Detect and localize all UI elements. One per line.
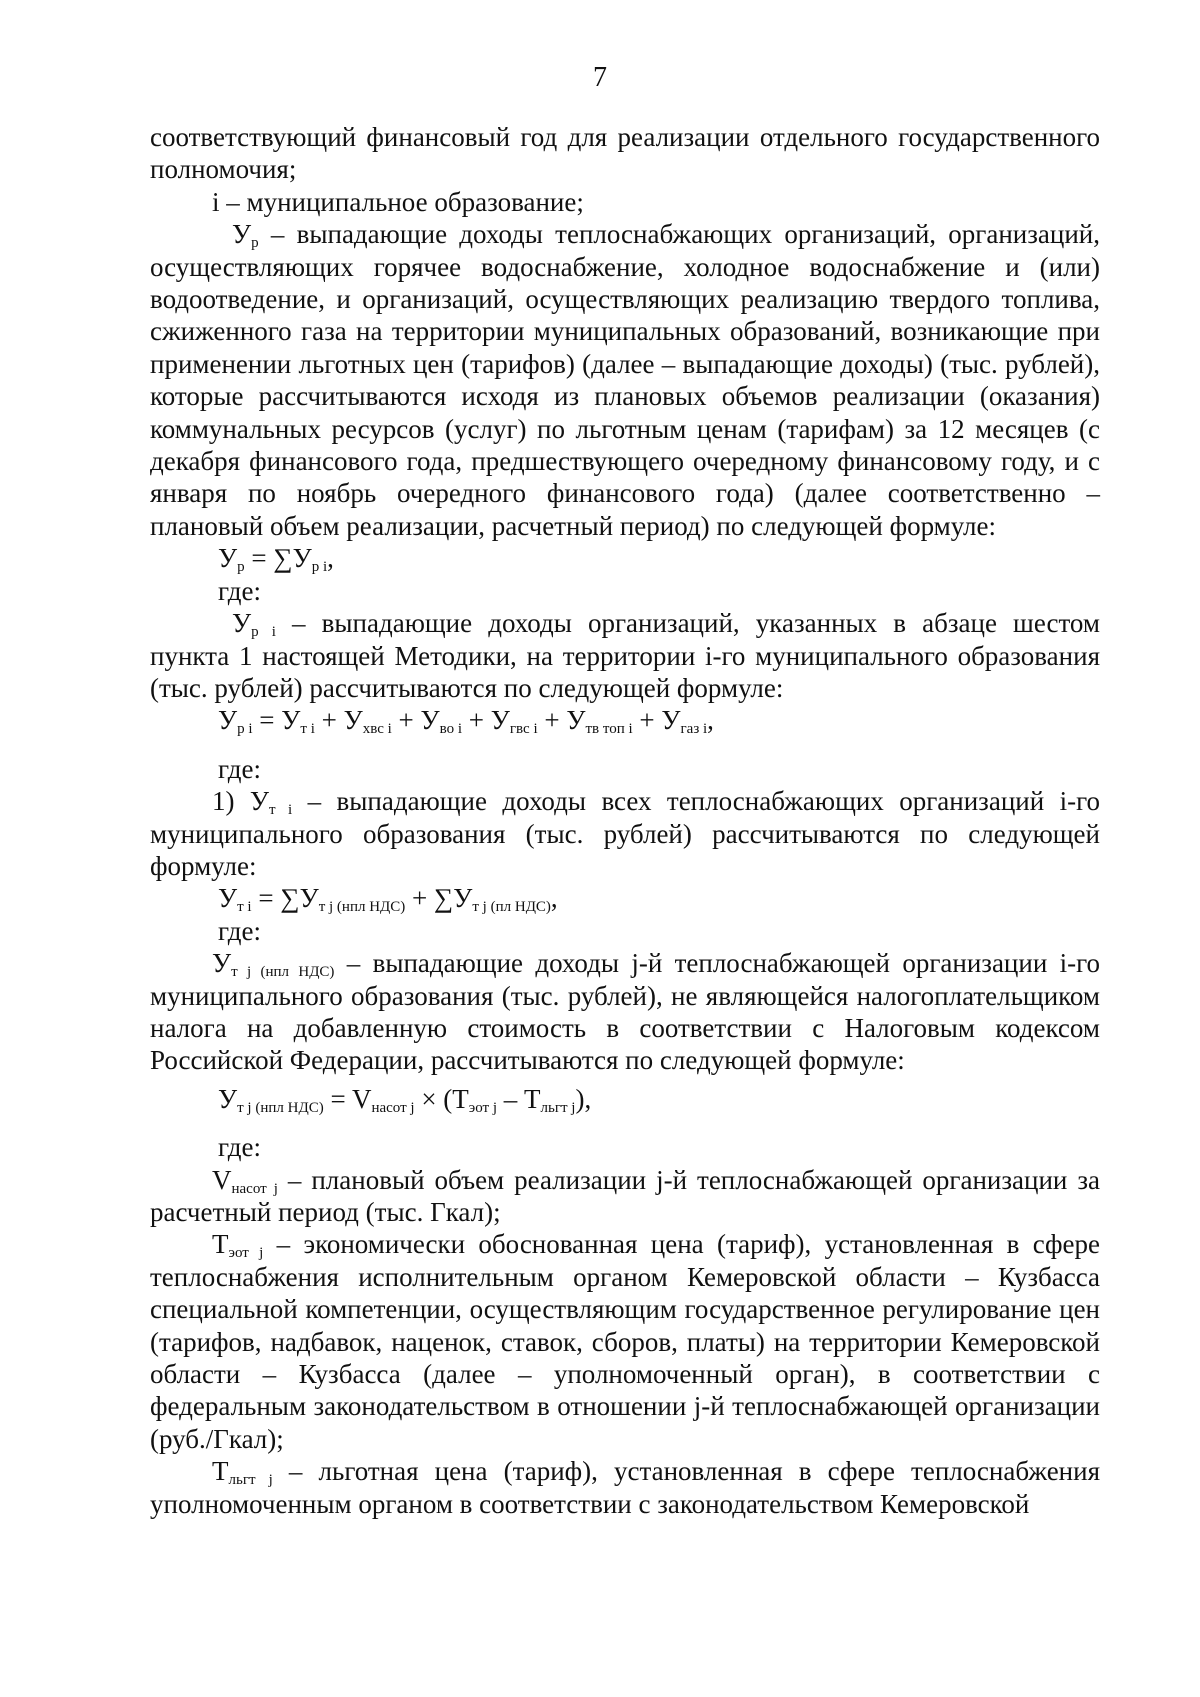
formula-part: У bbox=[218, 883, 238, 914]
paragraph-tlgt-definition bbox=[150, 1455, 1100, 1520]
formula-subscript: т i bbox=[237, 899, 252, 916]
symbol-subscript: р bbox=[251, 235, 259, 252]
formula-subscript: хвс i bbox=[362, 721, 392, 738]
formula-part: У bbox=[218, 543, 238, 574]
formula-subscript: льгт j bbox=[540, 1099, 576, 1116]
paragraph-ypi-definition bbox=[150, 607, 1100, 704]
symbol: 1) У bbox=[212, 786, 270, 817]
symbol-subscript: т j (нпл НДС) bbox=[231, 964, 335, 981]
formula-subscript: р i bbox=[311, 559, 328, 576]
formula-subscript: насот j bbox=[371, 1099, 415, 1116]
symbol: V bbox=[212, 1164, 232, 1195]
formula-part: = ∑У bbox=[244, 543, 312, 574]
definition-text: – выпадающие доходы теплоснабжающих организаций, организаций, осуществляющих горячее водоснабжение, холодное водоснабжение и (или) водоотведение, и организаций, осуществляющих реализацию твердого топлива, сжиженного газа на территории муниципальных образований, возникающие при применении льготных цен (тарифов) (далее – выпадающие доходы) (тыс. рублей), которые рассчитываются исходя из плановых объемов реализации (оказания) коммунальных ресурсов (услуг) по льготным ценам (тарифам) за 12 месяцев (с декабря финансового года, предшествующего очередному финансовому году, и с января по ноябрь очередного финансового года) (далее соответственно – плановый объем реализации, расчетный период) по следующей формуле: bbox=[150, 219, 1100, 541]
formula-part: = ∑У bbox=[251, 883, 319, 914]
paragraph-i-definition: i – муниципальное образование; bbox=[212, 186, 584, 217]
paragraph-vnasot-definition bbox=[150, 1164, 1100, 1229]
symbol: У bbox=[232, 608, 252, 639]
formula-part: + У bbox=[314, 705, 363, 736]
definition-text: – выпадающие доходы j-й теплоснабжающей организации i-го муниципального образования (тыс. рублей), не являющейся налогоплательщиком налога на добавленную стоимость в соответствии с Налоговым кодексом Российской Федерации, рассчитываются по следующей формуле: bbox=[150, 948, 1100, 1076]
symbol-subscript: т i bbox=[269, 802, 293, 819]
definition-text: – экономически обоснованная цена (тариф), установленная в сфере теплоснабжения исполнительным органом Кемеровской области – Кузбасса специальной компетенции, осуществляющим государственное регулирование цен (тарифов, надбавок, наценок, ставок, сборов, платы) на территории Кемеровской области – Кузбасса (далее – уполномоченный орган), в соответствии с федеральным законодательством в отношении j-й теплоснабжающей организации (руб./Гкал); bbox=[150, 1229, 1100, 1454]
formula-yp bbox=[150, 542, 1100, 574]
paragraph-continuation: соответствующий финансовый год для реализации отдельного государственного полномочия; bbox=[150, 122, 1100, 185]
formula-subscript: т j (нпл НДС) bbox=[237, 1099, 324, 1116]
formula-part: + У bbox=[391, 705, 440, 736]
paragraph-teot-definition bbox=[150, 1228, 1100, 1455]
where-label: где: bbox=[218, 915, 261, 946]
where-label: где: bbox=[218, 753, 261, 784]
document-body bbox=[150, 121, 1100, 1520]
symbol-subscript: льгт j bbox=[228, 1472, 273, 1489]
where-label: где: bbox=[218, 575, 261, 606]
formula-part: , bbox=[327, 543, 334, 574]
formula-subscript: т j (нпл НДС) bbox=[318, 899, 406, 916]
formula-part: × (Т bbox=[414, 1083, 469, 1114]
formula-subscript: тв топ i bbox=[585, 721, 633, 738]
paragraph-yti-definition bbox=[150, 785, 1100, 882]
paragraph-ytj-definition bbox=[150, 947, 1100, 1077]
formula-subscript: р i bbox=[237, 721, 253, 738]
symbol-subscript: эот j bbox=[228, 1245, 264, 1262]
formula-part: ), bbox=[575, 1083, 592, 1114]
definition-text: – выпадающие доходы организаций, указанных в абзаце шестом пункта 1 настоящей Методики, на территории i-го муниципального образования (тыс. рублей) рассчитываются по следующей формуле: bbox=[150, 608, 1100, 703]
formula-subscript: т j (пл НДС) bbox=[472, 899, 551, 916]
symbol: Т bbox=[212, 1229, 229, 1260]
paragraph-yp-definition bbox=[150, 218, 1100, 542]
formula-subscript: во i bbox=[439, 721, 463, 738]
definition-text: – выпадающие доходы всех теплоснабжающих организаций i-го муниципального образования (тыс. рублей) рассчитываются по следующей формуле: bbox=[150, 786, 1100, 881]
formula-part: – Т bbox=[497, 1083, 541, 1114]
formula-part: + ∑У bbox=[405, 883, 473, 914]
formula-part: + У bbox=[462, 705, 510, 736]
page-number: 7 bbox=[593, 62, 607, 93]
formula-subscript: газ i bbox=[680, 721, 708, 738]
definition-text: – льготная цена (тариф), установленная в сфере теплоснабжения уполномоченным органом в соответствии с законодательством Кемеровской bbox=[150, 1456, 1100, 1519]
formula-part: У bbox=[218, 705, 238, 736]
formula-subscript: гвс i bbox=[509, 721, 538, 738]
symbol: У bbox=[212, 948, 232, 979]
definition-text: – плановый объем реализации j-й теплоснабжающей организации за расчетный период (тыс. Гкал); bbox=[150, 1164, 1101, 1227]
formula-part: + У bbox=[632, 705, 681, 736]
formula-subscript: т i bbox=[300, 721, 315, 738]
formula-part: , bbox=[550, 883, 558, 914]
formula-subscript: эот j bbox=[468, 1099, 498, 1116]
formula-yti bbox=[150, 882, 1100, 914]
formula-ytj bbox=[150, 1083, 1100, 1115]
formula-part: = У bbox=[252, 705, 301, 736]
formula-part: , bbox=[707, 705, 714, 736]
symbol: Т bbox=[212, 1456, 229, 1487]
formula-part: У bbox=[218, 1083, 238, 1114]
where-label: где: bbox=[218, 1132, 261, 1163]
formula-part: + У bbox=[537, 705, 586, 736]
symbol-subscript: насот j bbox=[231, 1180, 278, 1197]
formula-subscript: р bbox=[237, 559, 245, 576]
formula-part: = V bbox=[323, 1083, 372, 1114]
formula-ypi bbox=[150, 704, 1100, 736]
symbol: У bbox=[232, 219, 252, 250]
symbol-subscript: р i bbox=[251, 624, 276, 641]
